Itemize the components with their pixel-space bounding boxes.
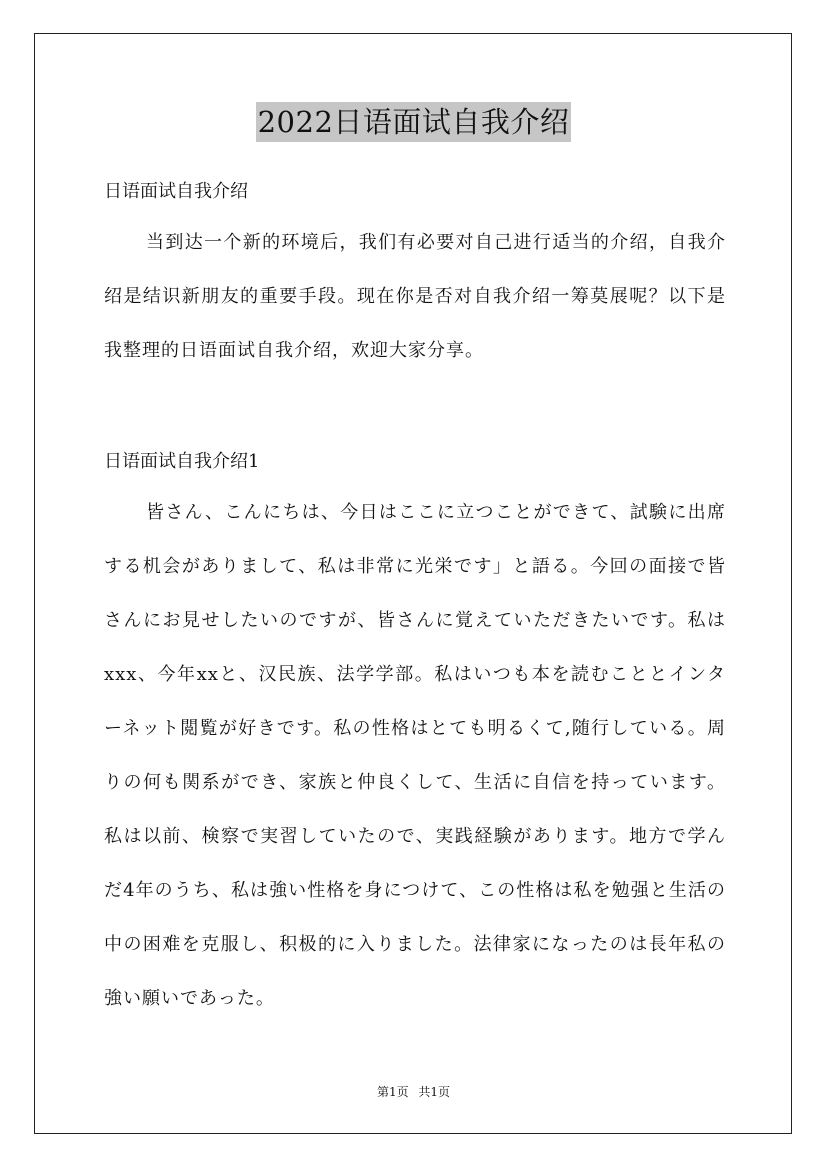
intro-paragraph: 当到达一个新的环境后，我们有必要对自己进行适当的介绍，自我介绍是结识新朋友的重要手段。现在你是否对自我介绍一筹莫展呢？以下是我整理的日语面试自我介绍，欢迎大家分享。 <box>104 232 726 361</box>
page-footer <box>0 1083 827 1101</box>
document-title: 2022日语面试自我介绍 <box>256 102 572 142</box>
section1-heading: 日语面试自我介绍1 <box>104 451 260 472</box>
title-container <box>0 102 827 142</box>
document-body <box>104 168 726 1026</box>
page-total: 共1页 <box>418 1085 451 1099</box>
section1-paragraph: 皆さん、こんにちは、今日はここに立つことができて、試験に出席する机会がありまして、私は非常に光栄です」と語る。今回の面接で皆さんにお見せしたいのですが、皆さんに覚えていただきたいです。私はxxx、今年xxと、汉民族、法学学部。私はいつも本を読むこととインターネット閲覧が好きです。私の性格はとても明るくて,随行している。周りの何も関系ができ、家族と仲良くして、生活に自信を持っています。私は以前、検察で実習していたので、実践経験があります。地方で学んだ4年のうち、私は強い性格を身につけて、この性格は私を勉强と生活の中の困难を克服し、积极的に入りました。法律家になったのは長年私の強い願いであった。 <box>104 502 726 1009</box>
page-number: 第1页 <box>376 1085 409 1099</box>
section-spacer <box>104 378 726 438</box>
intro-heading: 日语面试自我介绍 <box>104 181 248 202</box>
